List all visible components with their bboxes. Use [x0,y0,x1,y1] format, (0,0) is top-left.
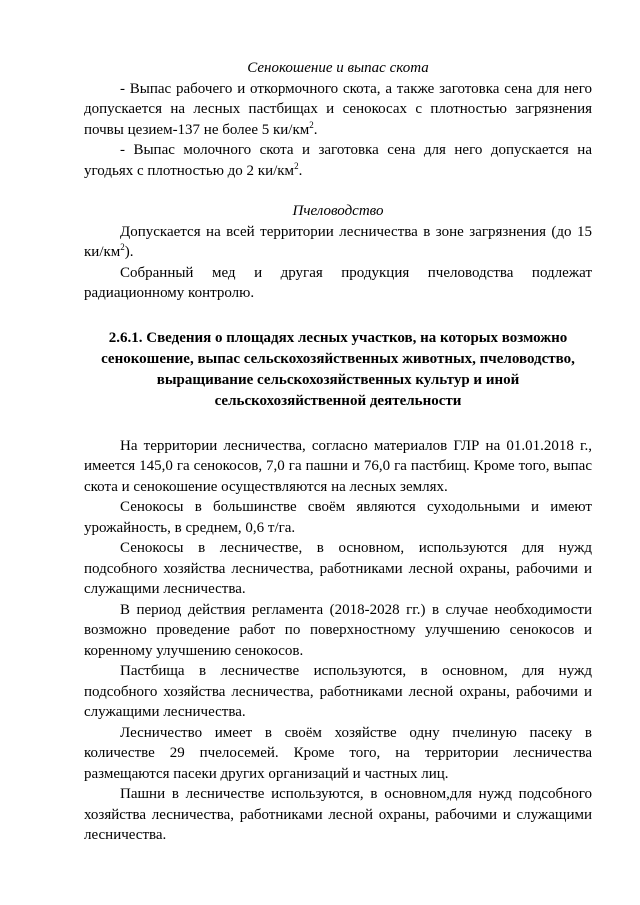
body-paragraph: На территории лесничества, согласно материалов ГЛР на 01.01.2018 г., имеется 145,0 га сенокосов, 7,0 га пашни и 76,0 га пастбищ. Кроме того, выпас скота и сенокошение осуществляются на лесных землях. [84,437,592,495]
document-page [84,58,592,846]
body-paragraph: Пашни в лесничестве используются, в основном,для нужд подсобного хозяйства лесничества, работниками лесной охраны, рабочими и служащими лесничества. [84,786,592,843]
hay-section-title: Сенокошение и выпас скота [247,60,429,76]
bees-paragraph-2: Собранный мед и другая продукция пчеловодства подлежат радиационному контролю. [84,264,592,301]
body-paragraph: Сенокосы в большинстве своём являются суходольными и имеют урожайность, в среднем, 0,6 т/га. [84,499,592,536]
body-paragraph: Пастбища в лесничестве используются, в основном, для нужд подсобного хозяйства лесничества, работниками лесной охраны, рабочими и служащими лесничества. [84,663,592,720]
hay-paragraph-1-text: - Выпас рабочего и откормочного скота, а также заготовка сена для него допускается на лесных пастбищах и сенокосах с плотностью загрязнения почвы цезием-137 не более 5 ки/км [84,80,592,138]
section-heading [84,328,592,412]
bees-paragraph-1-text: Допускается на всей территории лесничества в зоне загрязнения (до 15 ки/км [84,223,592,260]
section-heading-line-1: 2.6.1. Сведения о площадях лесных участков, на которых возможно [108,329,568,346]
hay-paragraph-1-end: . [313,121,318,138]
body-paragraph: Лесничество имеет в своём хозяйстве одну пчелиную пасеку в количестве 29 пчелосемей. Кроме того, на территории лесничества размещаются пасеки других организаций и частных лиц. [84,724,592,782]
superscript-2: 2 [294,160,299,171]
hay-paragraph-2 [84,140,592,181]
section-heading-line-4: сельскохозяйственной деятельности [214,392,462,409]
hay-paragraph-2-end: . [298,162,303,179]
section-heading-line-3: выращивание сельскохозяйственных культур и иной [156,371,520,388]
hay-paragraph-2-text: - Выпас молочного скота и заготовка сена для него допускается на угодьях с плотностью до 2 ки/км [84,142,592,179]
superscript-2: 2 [309,119,314,130]
bees-section-title: Пчеловодство [292,203,384,219]
hay-paragraph-1 [84,79,592,141]
body-paragraph: Сенокосы в лесничестве, в основном, используются для нужд подсобного хозяйства лесничества, работниками лесной охраны, рабочими и служащими лесничества. [84,540,592,597]
bees-paragraph-1-end: ). [124,244,134,260]
bees-paragraph-1 [84,222,592,263]
section-heading-line-2: сенокошение, выпас сельскохозяйственных животных, пчеловодство, [101,350,575,367]
body-paragraph: В период действия регламента (2018-2028 гг.) в случае необходимости возможно проведение работ по поверхностному улучшению сенокосов и коренному улучшению сенокосов. [84,601,592,659]
superscript-2: 2 [120,242,125,252]
